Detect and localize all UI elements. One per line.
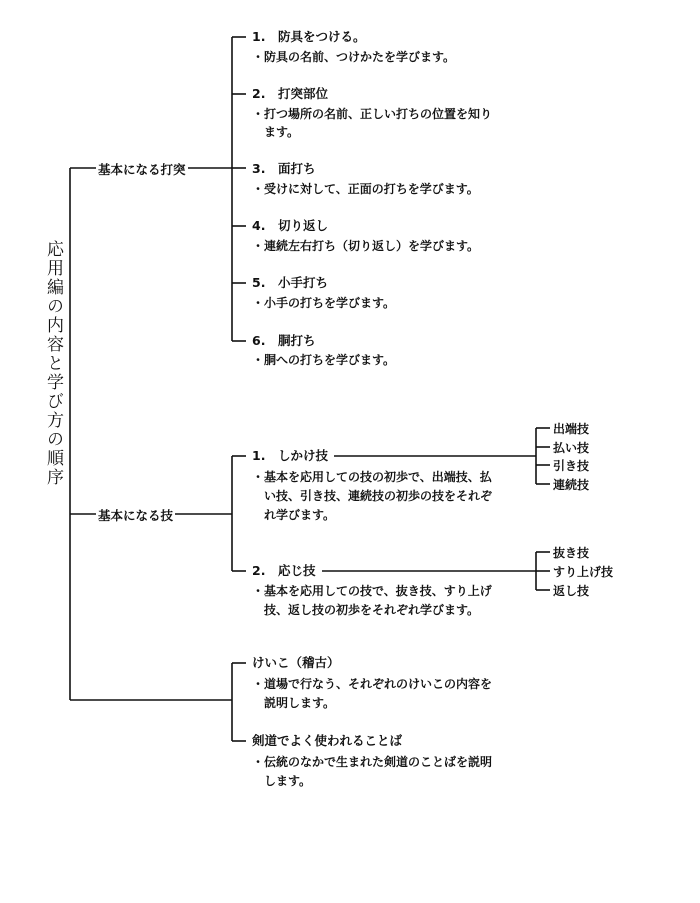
item-desc: ・防具の名前、つけかたを学びます。 [252, 50, 456, 64]
sub-technique-label: すり上げ技 [553, 565, 614, 579]
item-desc: れ学びます。 [252, 508, 336, 522]
item-heading: 3. 面打ち [252, 161, 316, 176]
item-desc: 技、返し技の初歩をそれぞれ学びます。 [252, 603, 480, 617]
item-heading: 6. 胴打ち [252, 333, 316, 348]
sub-technique-label: 抜き技 [553, 546, 590, 560]
sub-technique-label: 連続技 [553, 478, 590, 492]
sub-technique-label: 返し技 [553, 584, 590, 598]
item-desc: します。 [252, 774, 312, 788]
item-desc: ・受けに対して、正面の打ちを学びます。 [252, 182, 479, 196]
item-heading: 2. 打突部位 [252, 86, 328, 101]
item-desc: ・連続左右打ち（切り返し）を学びます。 [252, 239, 480, 253]
item-heading: 5. 小手打ち [252, 275, 328, 290]
item-desc: ・伝統のなかで生まれた剣道のことばを説明 [252, 755, 493, 769]
sub-technique-label: 払い技 [553, 441, 590, 455]
group-label-basic-techniques: 基本になる技 [98, 508, 174, 523]
sub-technique-label: 出端技 [553, 422, 590, 436]
item-heading: 1. しかけ技 [252, 447, 332, 465]
diagram-title: 応用編の内容と学び方の順序 [43, 240, 63, 487]
item-desc: ・小手の打ちを学びます。 [252, 296, 396, 310]
item-desc: ・道場で行なう、それぞれのけいこの内容を [252, 677, 493, 691]
item-desc: ・胴への打ちを学びます。 [252, 353, 396, 367]
item-heading: 剣道でよく使われることば [252, 733, 403, 748]
item-desc: い技、引き技、連続技の初歩の技をそれぞ [252, 489, 493, 503]
item-desc: ます。 [252, 125, 300, 139]
item-desc: ・基本を応用しての技で、抜き技、すり上げ [252, 584, 492, 598]
item-heading: 2. 応じ技 [252, 562, 319, 580]
item-heading: けいこ（稽古） [252, 655, 340, 670]
sub-technique-label: 引き技 [553, 459, 590, 473]
item-desc: ・打つ場所の名前、正しい打ちの位置を知り [252, 107, 493, 121]
item-heading: 4. 切り返し [252, 218, 328, 233]
item-desc: ・基本を応用しての技の初歩で、出端技、払 [252, 470, 492, 484]
item-desc: 説明します。 [252, 696, 336, 710]
group-label-basic-strikes: 基本になる打突 [98, 162, 186, 177]
item-heading: 1. 防具をつける。 [252, 29, 366, 44]
